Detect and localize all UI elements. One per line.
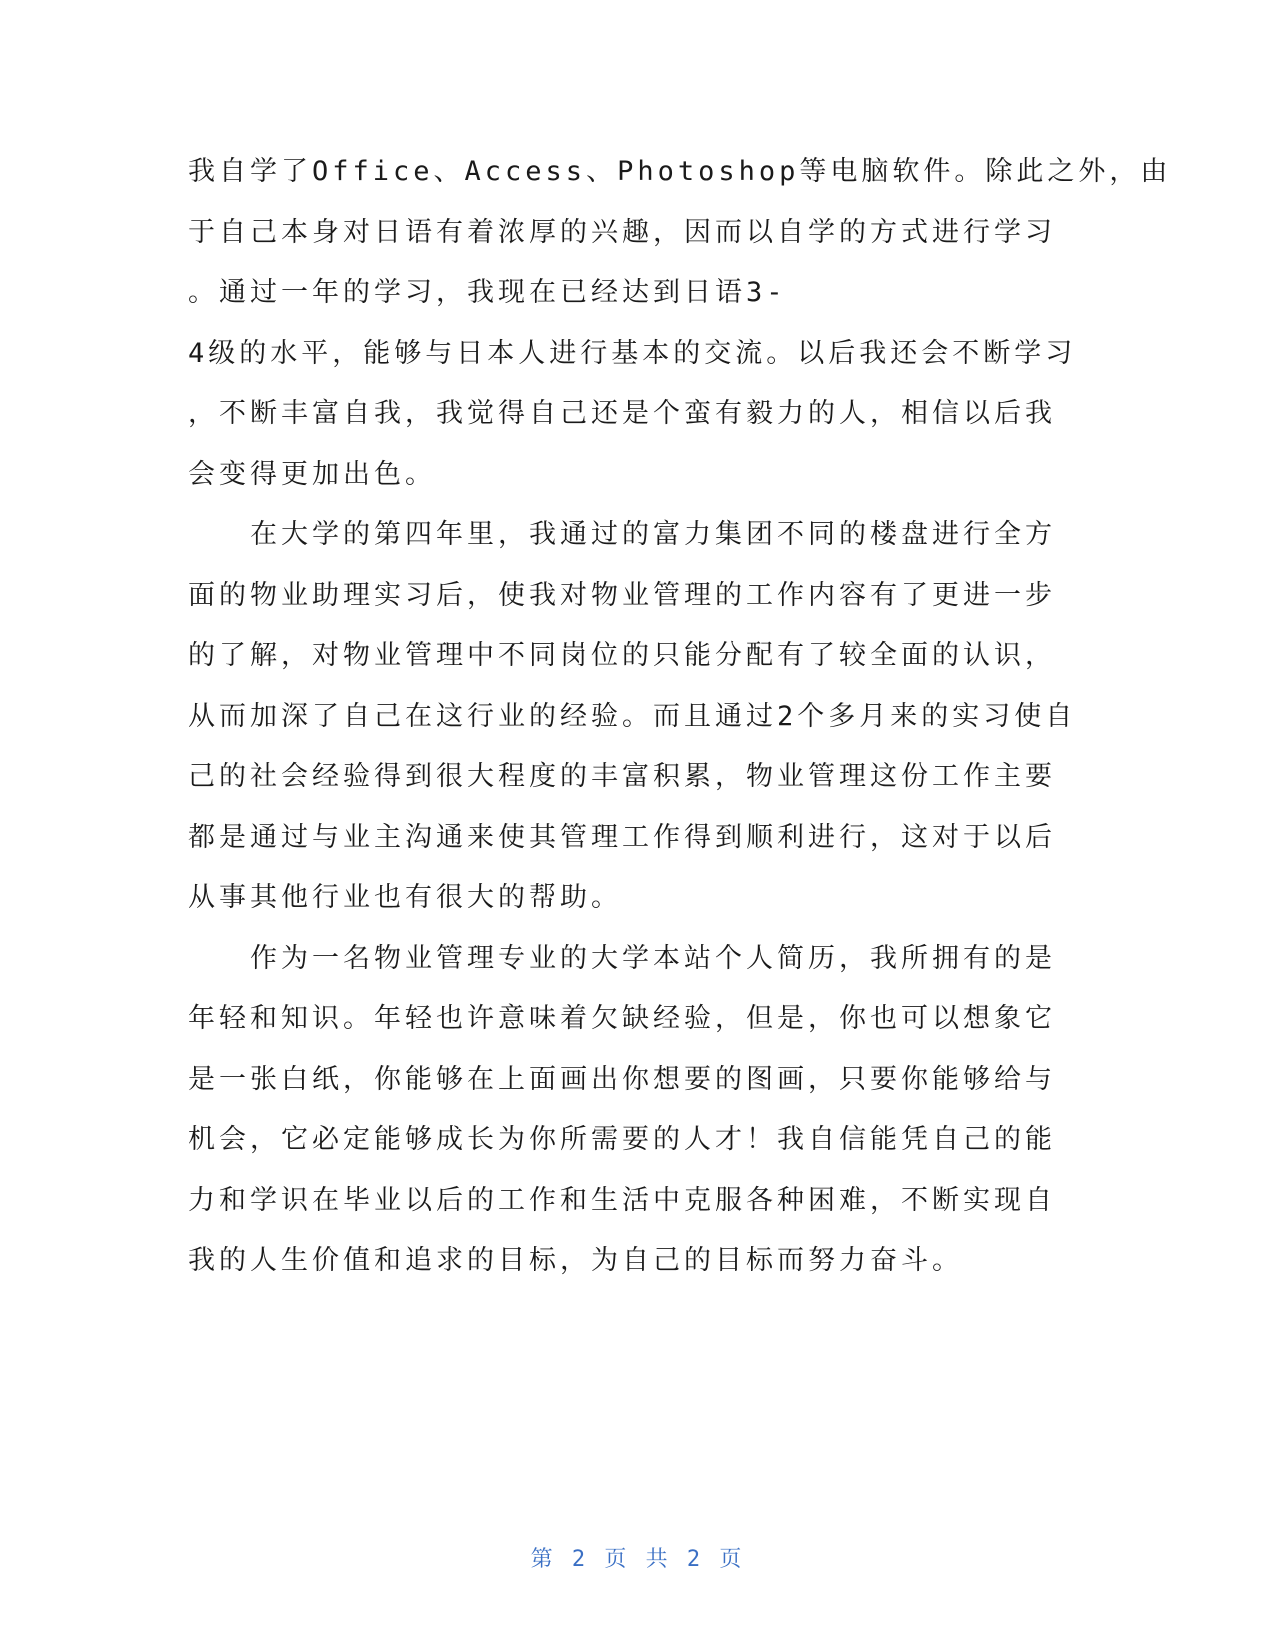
text-line: 我的人生价值和追求的目标，为自己的目标而努力奋斗。	[188, 1245, 963, 1276]
text-line: 己的社会经验得到很大程度的丰富积累，物业管理这份工作主要	[188, 761, 1056, 792]
text-line: ，不断丰富自我，我觉得自己还是个蛮有毅力的人，相信以后我	[188, 398, 1056, 429]
document-body	[188, 142, 1172, 1292]
text-line: 的了解，对物业管理中不同岗位的只能分配有了较全面的认识，	[188, 640, 1056, 671]
text-line: 是一张白纸，你能够在上面画出你想要的图画，只要你能够给与	[188, 1063, 1056, 1095]
text-line: 。通过一年的学习，我现在已经达到日语3-	[188, 277, 787, 308]
text-line: 面的物业助理实习后，使我对物业管理的工作内容有了更进一步	[188, 579, 1056, 611]
text-line: 会变得更加出色。	[188, 458, 436, 490]
text-line: 从而加深了自己在这行业的经验。而且通过2个多月来的实习使自	[188, 700, 1077, 732]
text-line: 作为一名物业管理专业的大学本站个人简历，我所拥有的是	[188, 942, 1056, 974]
page-number-footer: 第 2 页 共 2 页	[530, 1547, 745, 1572]
text-line: 力和学识在毕业以后的工作和生活中克服各种困难，不断实现自	[188, 1184, 1056, 1216]
text-line: 于自己本身对日语有着浓厚的兴趣，因而以自学的方式进行学习	[188, 216, 1056, 248]
text-line: 机会，它必定能够成长为你所需要的人才！我自信能凭自己的能	[188, 1124, 1056, 1155]
text-line: 在大学的第四年里，我通过的富力集团不同的楼盘进行全方	[188, 519, 1056, 550]
text-line: 都是通过与业主沟通来使其管理工作得到顺利进行，这对于以后	[188, 821, 1056, 853]
text-line: 年轻和知识。年轻也许意味着欠缺经验，但是，你也可以想象它	[188, 1003, 1056, 1034]
text-line: 我自学了Office、Access、Photoshop等电脑软件。除此之外，由	[188, 156, 1172, 187]
text-line: 从事其他行业也有很大的帮助。	[188, 882, 622, 913]
text-line: 4级的水平，能够与日本人进行基本的交流。以后我还会不断学习	[188, 337, 1077, 369]
